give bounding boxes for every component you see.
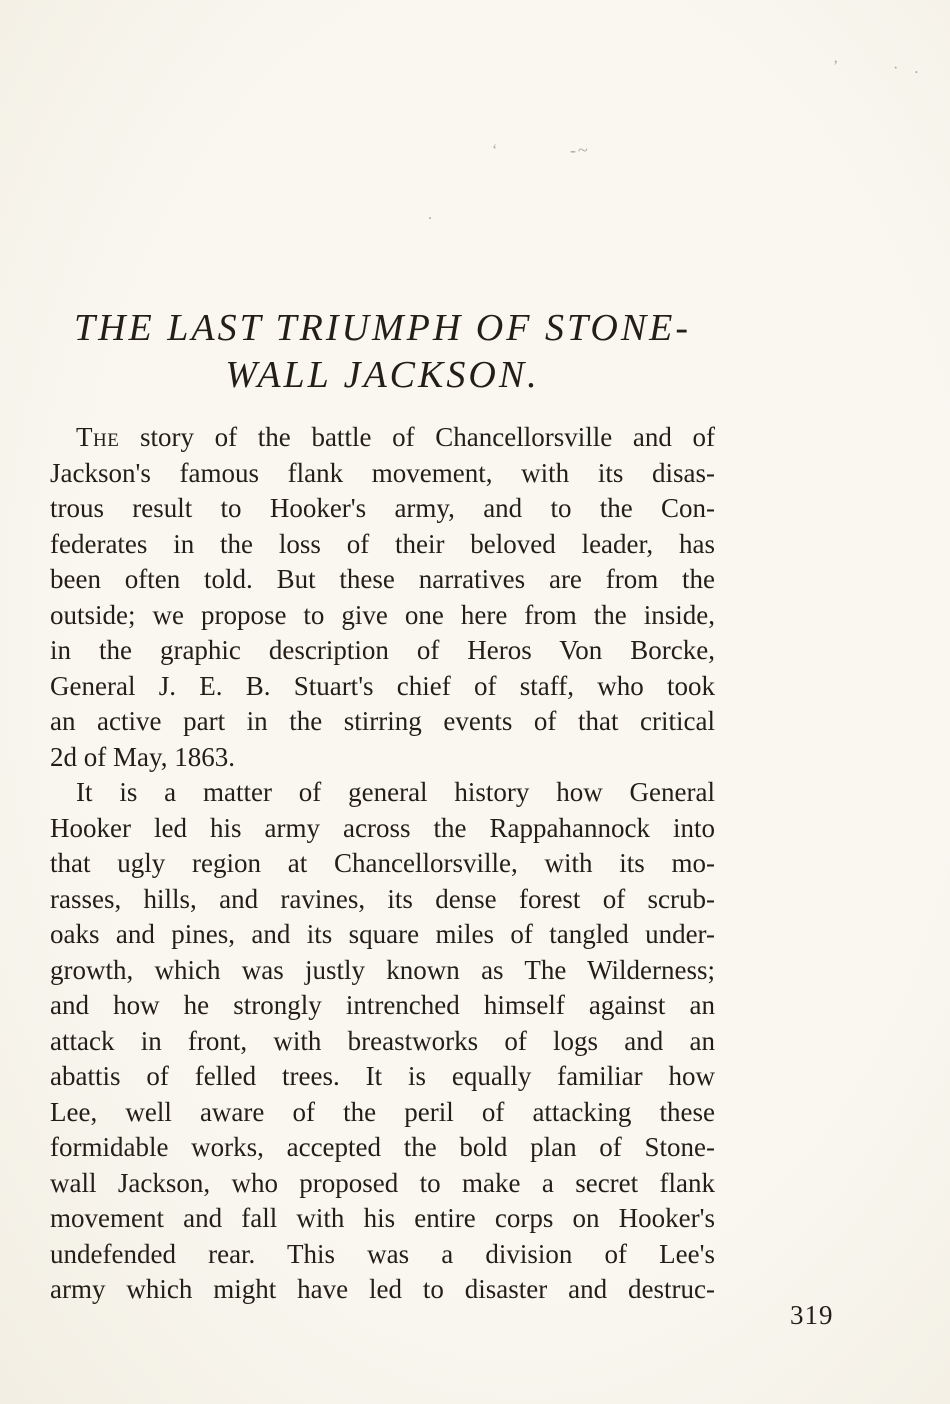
body-text [50,420,715,1308]
paragraph-line: Hooker led his army across the Rappahannock into [50,812,715,843]
first-line-rest: story of the battle of Chancellorsville and of [119,422,715,452]
paragraph-line: oaks and pines, and its square miles of tangled under- [50,919,715,949]
paragraph-line: attack in front, with breastworks of logs and an [50,1025,715,1056]
paragraph-line: wall Jackson, who proposed to make a secret flank [50,1167,715,1198]
lead-word: The [76,422,120,452]
paragraph-line: movement and fall with his entire corps on Hooker's [50,1203,715,1233]
paragraph-line: General J. E. B. Stuart's chief of staff, who took [50,670,715,701]
page-title-line2: WALL JACKSON. [225,354,540,396]
paragraph-line: Jackson's famous flank movement, with its disas- [50,457,715,488]
paragraph-line [50,420,715,456]
page-title-line1: THE LAST TRIUMPH OF STONE- [73,307,692,349]
paragraph-line: trous result to Hooker's army, and to the Con- [50,493,715,523]
text-column [50,305,715,1308]
scan-artifact: -~ [570,140,590,160]
paragraph-line: outside; we propose to give one here from the inside, [50,599,715,630]
page-number: 319 [790,1300,834,1330]
paragraph-line: abattis of felled trees. It is equally familiar how [50,1061,715,1091]
paragraph-line: been often told. But these narratives are from the [50,564,715,594]
paragraph-line: army which might have led to disaster and destruc- [50,1274,715,1304]
paragraph-line: federates in the loss of their beloved leader, has [50,528,715,559]
paragraph-line: 2d of May, 1863. [50,741,235,772]
paragraph-line: an active part in the stirring events of that critical [50,706,715,736]
paragraph-line: undefended rear. This was a division of Lee's [50,1238,715,1269]
paragraph-line: growth, which was justly known as The Wilderness; [50,954,715,985]
paragraph-line: rasses, hills, and ravines, its dense forest of scrub- [50,883,715,914]
paragraph-line: It is a matter of general history how General [76,777,715,807]
scan-artifact: · . [893,60,925,77]
scan-artifact: . [428,206,432,223]
scan-artifact: ‘ [492,142,498,159]
paragraph-line: Lee, well aware of the peril of attacking these [50,1096,715,1127]
paragraph-line: that ugly region at Chancellorsville, with its mo- [50,848,715,878]
paragraph-line: formidable works, accepted the bold plan of Stone- [50,1132,715,1162]
paragraph-line: and how he strongly intrenched himself against an [50,990,715,1020]
page-title [50,305,715,399]
paragraph-line: in the graphic description of Heros Von Borcke, [50,635,715,665]
scan-artifact: ’ [833,58,839,75]
